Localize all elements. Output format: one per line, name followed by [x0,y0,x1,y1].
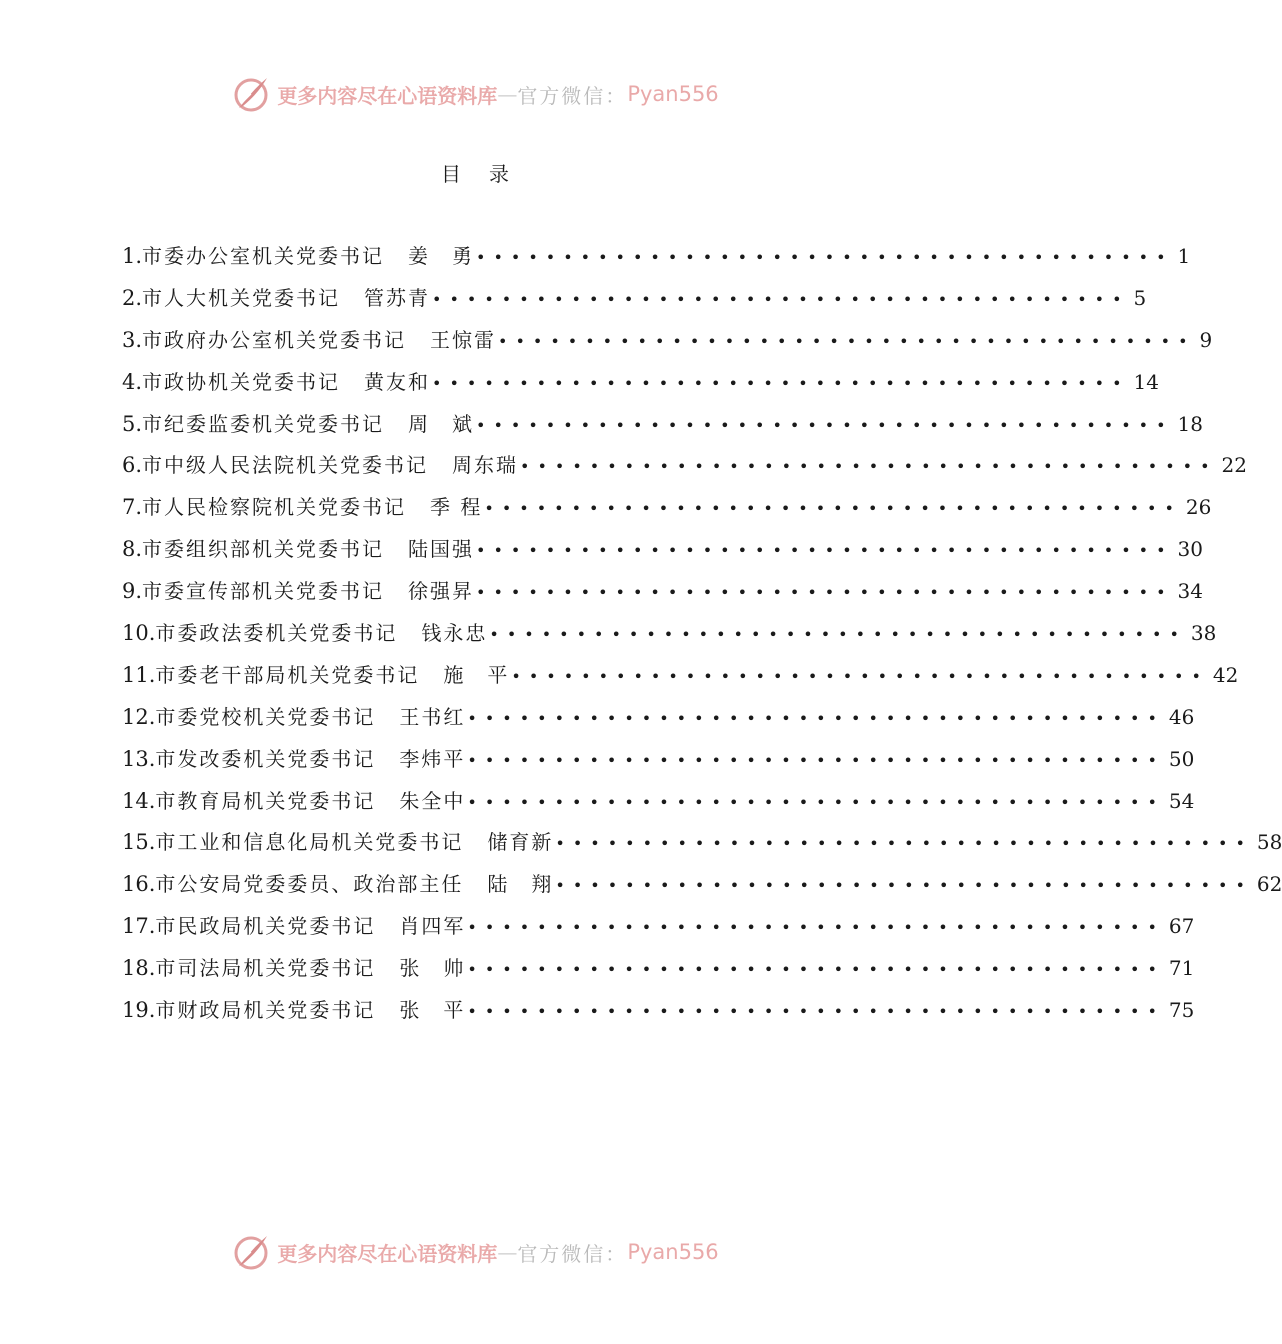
toc-dot-leader: • • • • • • • • • • • • • • • • • • • • • • • • • • • • • • • • • • • • • • • • [476,415,1174,435]
toc-entry-page: 26 [1185,495,1212,520]
toc-entry-title: 市委组织部机关党委书记 [142,537,385,562]
toc-entry-name: 施 平 [443,662,510,687]
toc-entry[interactable] [122,739,1195,781]
toc-entry-page: 5 [1133,285,1147,310]
toc-entry-page: 14 [1133,369,1159,394]
toc-entry-title: 市发改委机关党委书记 [155,746,376,771]
toc-dot-leader: • • • • • • • • • • • • • • • • • • • • • • • • • • • • • • • • • • • • • • • • [467,1002,1165,1022]
toc-entry-title: 市委老干部局机关党委书记 [155,662,420,687]
toc-entry-name: 黄友和 [364,369,431,394]
toc-entry-title: 市纪委监委机关党委书记 [142,411,385,436]
toc-entry-name: 姜 勇 [408,244,475,268]
quill-logo-icon [231,1232,271,1272]
toc-entry[interactable] [122,529,1203,571]
toc-entry-number: 6. [122,453,143,478]
toc-dot-leader: • • • • • • • • • • • • • • • • • • • • • • • • • • • • • • • • • • • • • • • • [520,457,1218,477]
toc-entry-number: 16. [122,872,156,897]
watermark-wechat-label: 官方微信： [517,83,628,108]
toc-entry-page: 50 [1168,746,1195,771]
toc-entry[interactable] [122,278,1147,320]
toc-entry-page: 42 [1212,662,1239,687]
watermark-wechat-label: 官方微信： [517,1241,628,1266]
toc-entry-number: 19. [122,998,156,1023]
watermark-wechat-id: Pyan556 [627,1240,719,1264]
watermark-wechat-id: Pyan556 [627,82,719,106]
toc-entry-title: 市公安局党委委员、政治部主任 [155,872,464,897]
toc-entry-title: 市委宣传部机关党委书记 [142,579,385,604]
toc-entry-title: 市财政局机关党委书记 [155,998,376,1023]
toc-entry-number: 15. [122,830,156,855]
toc-dot-leader: • • • • • • • • • • • • • • • • • • • • • • • • • • • • • • • • • • • • • • • • [432,373,1130,393]
toc-entry-title: 市人民检察院机关党委书记 [142,495,407,520]
toc-entry-page: 34 [1177,579,1203,604]
toc-entry-title: 市教育局机关党委书记 [155,788,376,813]
toc-entry[interactable] [122,613,1217,655]
watermark-header [0,72,950,116]
toc-dot-leader: • • • • • • • • • • • • • • • • • • • • • • • • • • • • • • • • • • • • • • • • [476,248,1174,267]
toc-entry-number: 18. [122,956,156,981]
toc-entry-name: 季 程 [430,495,483,520]
toc-dot-leader: • • • • • • • • • • • • • • • • • • • • • • • • • • • • • • • • • • • • • • • • [432,289,1130,309]
toc-entry-name: 陆国强 [408,537,475,562]
toc-entry-number: 2. [122,285,143,310]
toc-entry[interactable] [122,320,1213,362]
toc-entry-number: 9. [122,579,143,604]
toc-entry-page: 1 [1177,244,1191,268]
toc-entry-number: 3. [122,327,143,352]
toc-entry[interactable] [122,655,1239,697]
toc-entry-name: 陆 翔 [487,872,554,897]
toc-entry-number: 8. [122,537,143,562]
toc-entry-page: 46 [1168,704,1195,729]
toc-entry[interactable] [122,948,1195,990]
watermark-brand: 更多内容尽在心语资料库 [277,83,498,108]
toc-entry-name: 王书红 [399,704,466,729]
toc-entry-name: 肖四军 [399,914,466,939]
toc-entry-name: 朱全中 [399,788,466,813]
toc-entry-name: 钱永忠 [421,621,488,646]
toc-entry-page: 22 [1221,453,1247,478]
toc-entry[interactable] [122,445,1247,487]
toc-entry-name: 储育新 [487,830,554,855]
toc-entry-page: 67 [1168,914,1195,939]
toc-entry-number: 5. [122,411,143,436]
toc-entry[interactable] [122,990,1195,1032]
toc-entry-title: 市工业和信息化局机关党委书记 [155,830,464,855]
toc-entry-name: 周 斌 [408,411,475,436]
toc-entry-number: 4. [122,369,143,394]
toc-entry-page: 9 [1199,327,1213,352]
toc-entry-name: 张 平 [399,998,466,1023]
toc-entry-title: 市政协机关党委书记 [142,369,341,394]
toc-dot-leader: • • • • • • • • • • • • • • • • • • • • • • • • • • • • • • • • • • • • • • • • [498,331,1196,351]
toc-entry[interactable] [122,571,1203,613]
toc-entry-name: 王惊雷 [430,327,497,352]
toc-entry-number: 14. [122,788,156,813]
toc-entry-title: 市民政局机关党委书记 [155,914,376,939]
toc-entry[interactable] [122,236,1191,278]
toc-entry-name: 李炜平 [399,746,466,771]
toc-dot-leader: • • • • • • • • • • • • • • • • • • • • • • • • • • • • • • • • • • • • • • • • [467,960,1165,980]
toc-entry[interactable] [122,781,1195,823]
toc-entry-number: 12. [122,704,156,729]
toc-entry[interactable] [122,362,1159,404]
toc-entry-title: 市委党校机关党委书记 [155,704,376,729]
toc-entry[interactable] [122,404,1203,446]
toc-entry-title: 市委办公室机关党委书记 [142,244,385,268]
page-title: 目录 [441,162,537,186]
toc-entry-page: 54 [1168,788,1195,813]
watermark-footer [0,1230,950,1274]
toc-dot-leader: • • • • • • • • • • • • • • • • • • • • • • • • • • • • • • • • • • • • • • • • [467,918,1165,938]
toc-entry-title: 市委政法委机关党委书记 [155,621,398,646]
toc-entry-name: 张 帅 [399,956,466,981]
toc-entry-page: 30 [1177,537,1203,562]
toc-entry-name: 徐强昇 [408,579,475,604]
toc-entry[interactable] [122,697,1195,739]
toc-entry-page: 75 [1168,998,1195,1023]
toc-entry-title: 市司法局机关党委书记 [155,956,376,981]
toc-entry-page: 62 [1256,872,1282,897]
toc-entry-number: 1. [122,244,143,268]
toc-entry[interactable] [122,906,1195,948]
toc-dot-leader: • • • • • • • • • • • • • • • • • • • • • • • • • • • • • • • • • • • • • • • • [476,583,1174,603]
watermark-brand: 更多内容尽在心语资料库 [277,1241,498,1266]
toc-entry-name: 管苏青 [364,285,431,310]
watermark-separator: — [497,82,518,106]
table-of-contents [122,236,1282,1032]
toc-dot-leader: • • • • • • • • • • • • • • • • • • • • • • • • • • • • • • • • • • • • • • • • [555,876,1253,896]
toc-entry-page: 38 [1190,621,1217,646]
toc-dot-leader: • • • • • • • • • • • • • • • • • • • • • • • • • • • • • • • • • • • • • • • • [467,708,1165,728]
toc-dot-leader: • • • • • • • • • • • • • • • • • • • • • • • • • • • • • • • • • • • • • • • • [511,666,1209,686]
toc-entry[interactable] [122,487,1212,529]
toc-dot-leader: • • • • • • • • • • • • • • • • • • • • • • • • • • • • • • • • • • • • • • • • [467,792,1165,812]
toc-entry-page: 18 [1177,411,1203,436]
toc-entry-page: 71 [1168,956,1195,981]
toc-dot-leader: • • • • • • • • • • • • • • • • • • • • • • • • • • • • • • • • • • • • • • • • [476,541,1174,561]
toc-entry-number: 10. [122,621,156,646]
toc-dot-leader: • • • • • • • • • • • • • • • • • • • • • • • • • • • • • • • • • • • • • • • • [467,750,1165,770]
toc-entry-number: 17. [122,914,156,939]
toc-entry-page: 58 [1256,830,1282,855]
toc-entry-number: 7. [122,495,143,520]
toc-entry[interactable] [122,822,1282,864]
toc-entry-title: 市人大机关党委书记 [142,285,341,310]
toc-dot-leader: • • • • • • • • • • • • • • • • • • • • • • • • • • • • • • • • • • • • • • • • [489,625,1187,645]
quill-logo-icon [231,74,271,114]
toc-entry-title: 市政府办公室机关党委书记 [142,327,407,352]
toc-entry-title: 市中级人民法院机关党委书记 [142,453,429,478]
toc-dot-leader: • • • • • • • • • • • • • • • • • • • • • • • • • • • • • • • • • • • • • • • • [555,834,1253,854]
toc-entry-number: 13. [122,746,156,771]
toc-entry[interactable] [122,864,1282,906]
watermark-separator: — [497,1240,518,1264]
toc-dot-leader: • • • • • • • • • • • • • • • • • • • • • • • • • • • • • • • • • • • • • • • • [484,499,1182,519]
toc-entry-name: 周东瑞 [452,453,519,478]
toc-entry-number: 11. [122,662,156,687]
